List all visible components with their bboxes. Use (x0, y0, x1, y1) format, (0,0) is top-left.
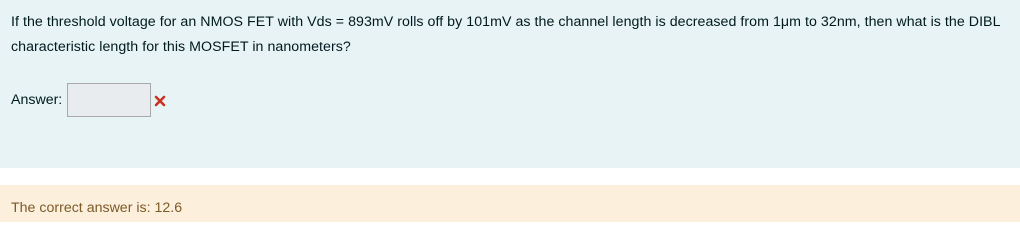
incorrect-cross-icon (154, 94, 166, 106)
correct-answer-text: The correct answer is: 12.6 (11, 200, 183, 216)
feedback-panel (0, 185, 1020, 222)
answer-row (11, 81, 166, 119)
question-text: If the threshold voltage for an NMOS FET with Vds = 893mV rolls off by 101mV as the channel length is decreased from 1μm to 32nm, then what is the DIBL characteristic length for this MOSFET in nanometers? (11, 14, 1000, 55)
answer-label: Answer: (11, 92, 63, 108)
answer-input[interactable] (67, 83, 151, 117)
